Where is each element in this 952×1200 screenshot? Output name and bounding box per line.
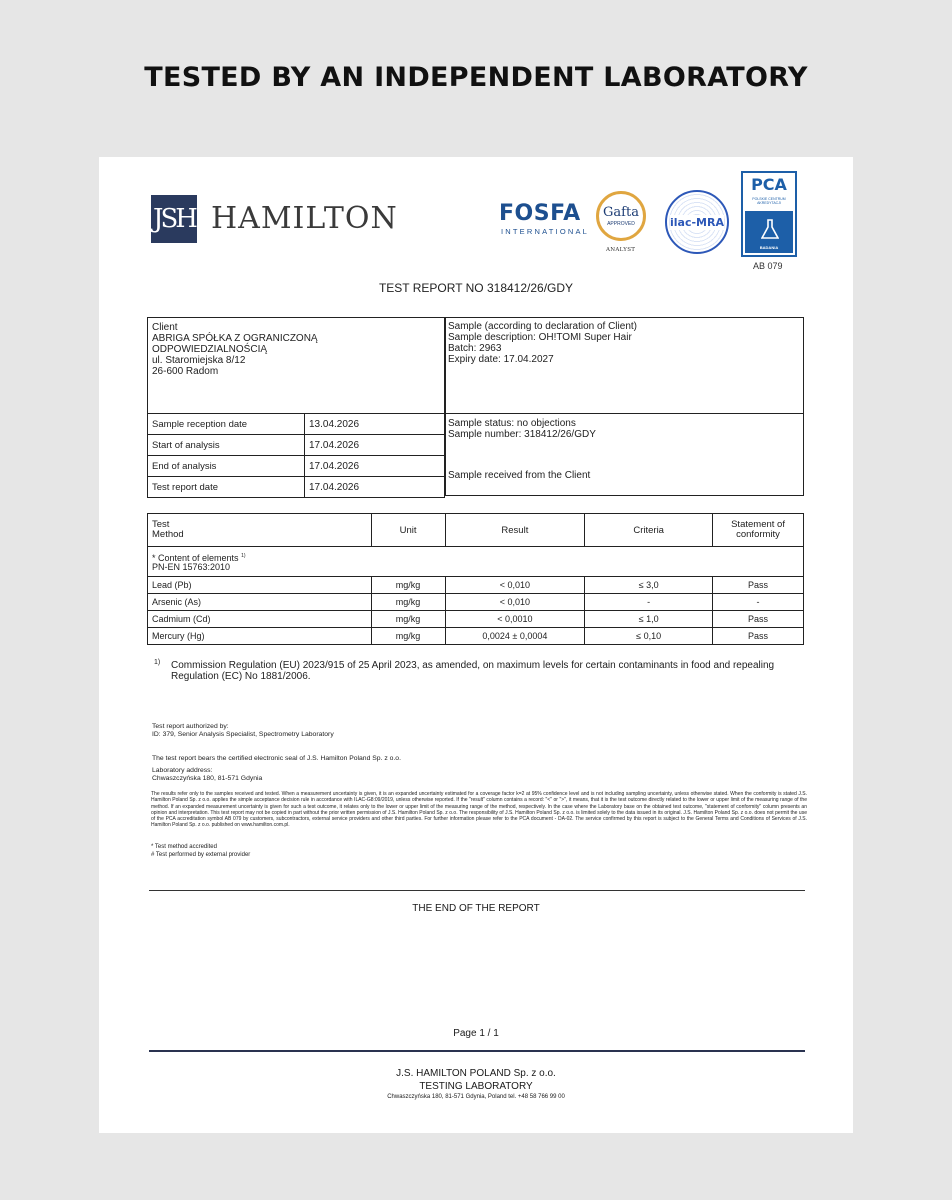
date-row xyxy=(147,477,445,498)
gafta-logo-text: Gafta xyxy=(603,205,639,220)
cell-unit: mg/kg xyxy=(371,594,445,611)
ilac-mra-logo xyxy=(665,190,729,254)
date-label: Test report date xyxy=(152,482,219,493)
header-statement: Statement of conformity xyxy=(713,514,804,547)
header-criteria: Criteria xyxy=(585,514,713,547)
gafta-analyst-text: ANALYST xyxy=(606,247,636,253)
footer-lab: TESTING LABORATORY xyxy=(419,1081,533,1092)
date-label: Sample reception date xyxy=(152,419,248,430)
sample-number: Sample number: 318412/26/GDY xyxy=(448,429,596,440)
sample-status-box xyxy=(445,413,804,496)
sample-label: Sample (according to declaration of Client) xyxy=(448,321,637,332)
legend-accredited: * Test method accredited xyxy=(151,844,217,850)
gafta-logo xyxy=(596,191,646,241)
footnote-number: 1) xyxy=(154,659,161,666)
sample-expiry: Expiry date: 17.04.2027 xyxy=(448,354,554,365)
table-row xyxy=(148,628,804,645)
gafta-approved-text: APPROVED xyxy=(607,221,635,227)
sample-received: Sample received from the Client xyxy=(448,470,591,481)
date-label: Start of analysis xyxy=(152,440,220,451)
end-of-report: THE END OF THE REPORT xyxy=(412,903,540,914)
lab-address-label: Laboratory address: xyxy=(152,767,213,774)
fosfa-logo-subtitle: INTERNATIONAL xyxy=(501,227,590,236)
fosfa-logo: FOSFA xyxy=(499,201,581,226)
client-street: ul. Staromiejska 8/12 xyxy=(152,355,246,366)
client-name-line2: ODPOWIEDZIALNOŚCIĄ xyxy=(152,344,268,355)
divider xyxy=(149,890,805,891)
flask-icon xyxy=(761,219,779,241)
sample-description: Sample description: OH!TOMI Super Hair xyxy=(448,332,632,343)
pca-accreditation-logo xyxy=(741,171,797,257)
footnote-text: Commission Regulation (EU) 2023/915 of 25 April 2023, as amended, on maximum levels for certain contaminants in food and repealing Regulation (EC) No 1881/2006. xyxy=(171,660,775,682)
date-row xyxy=(147,435,445,456)
sample-status: Sample status: no objections xyxy=(448,418,576,429)
cell-statement: - xyxy=(713,594,804,611)
hamilton-logo-mark: JSH xyxy=(151,195,197,243)
sample-batch: Batch: 2963 xyxy=(448,343,502,354)
date-row xyxy=(147,414,445,435)
client-label: Client xyxy=(152,322,178,333)
hamilton-logo-name: HAMILTON xyxy=(211,201,398,236)
date-label: End of analysis xyxy=(152,461,217,472)
cell-test: Cadmium (Cd) xyxy=(148,611,372,628)
sample-box xyxy=(445,317,804,414)
pca-logo-subtitle: POLSKIE CENTRUM AKREDYTACJI xyxy=(752,197,786,205)
cell-criteria: ≤ 0,10 xyxy=(585,628,713,645)
cell-criteria: - xyxy=(585,594,713,611)
cell-result: < 0,0010 xyxy=(445,611,585,628)
cell-unit: mg/kg xyxy=(371,611,445,628)
cell-test: Lead (Pb) xyxy=(148,577,372,594)
client-box xyxy=(147,317,445,414)
cell-statement: Pass xyxy=(713,628,804,645)
cell-unit: mg/kg xyxy=(371,628,445,645)
date-value: 13.04.2026 xyxy=(309,419,360,430)
pca-badge xyxy=(745,211,793,253)
authorized-by: ID: 379, Senior Analysis Specialist, Spectrometry Laboratory xyxy=(152,731,334,738)
results-table xyxy=(147,513,804,645)
test-report-document xyxy=(99,157,853,1133)
client-city: 26-600 Radom xyxy=(152,366,219,377)
header-unit: Unit xyxy=(371,514,445,547)
cell-criteria: ≤ 3,0 xyxy=(585,577,713,594)
cell-unit: mg/kg xyxy=(371,577,445,594)
date-value: 17.04.2026 xyxy=(309,461,360,472)
table-row xyxy=(148,611,804,628)
pca-badge-text: BADANIA xyxy=(759,245,779,250)
table-row xyxy=(148,577,804,594)
accreditation-number: AB 079 xyxy=(753,261,783,271)
legend-external: # Test performed by external provider xyxy=(151,852,251,858)
table-header-row xyxy=(148,514,804,547)
electronic-seal-note: The test report bears the certified electronic seal of J.S. Hamilton Poland Sp. z o.o. xyxy=(152,755,401,762)
group-label: * Content of elements $^{1)}$ PN-EN 15763:2010 xyxy=(148,547,804,577)
disclaimer-text: The results refer only to the samples received and tested. When a measurement uncertainty is given, it is an expanded uncertainty estimated for a coverage factor k=2 at 95% confidence level and is not including sampling uncertainty, unless otherwise stated. When the conformity is stated J.S. Hamilton Poland Sp. z o.o. applies the simple acceptance decision rule in accordance with ILAC-G8:09/2019, unless otherwise reported. If the "result" column contains a record: "<" or ">", it means, that it is the test outcome directly related to the lower or upper limit of the measuring range of the method. If an expanded measurement uncertainty is given for such a test outcome, it relates only to the lower or upper limit of the measuring range of the method, respectively. In the case where the Laboratory base on the obtained test outcome, "statement of conformity" column presents an opinion and interpretation. This test report may not be copied in part without the prior written permission of J.S. Hamilton Poland Sp. z o.o. The responsibility of J.S. Hamilton Poland Sp. z o.o. is limited solely to the data issued in its original. J.S. Hamilton Poland Sp. z o.o. does not permit the use of the PCA accreditation symbol AB 079 by customers, subcontractors, external service providers and other third parties. For further information please refer to the PCA document - DA-02. The service confirmed by this report is subject to the General Terms and Conditions of Services of J.S. Hamilton Poland Sp. z o.o. published on www.hamilton.com.pl. xyxy=(151,791,807,829)
cell-statement: Pass xyxy=(713,611,804,628)
pca-logo-text: PCA xyxy=(751,175,787,194)
footer-address: Chwaszczyńska 180, 81-571 Gdynia, Poland tel. +48 58 766 99 00 xyxy=(387,1094,565,1100)
cell-result: 0,0024 ± 0,0004 xyxy=(445,628,585,645)
cell-result: < 0,010 xyxy=(445,594,585,611)
header-test-method: Test Method xyxy=(148,514,372,547)
ilac-mra-text: ilac-MRA xyxy=(670,215,724,229)
table-row xyxy=(148,594,804,611)
header-result: Result xyxy=(445,514,585,547)
report-title: TEST REPORT NO 318412/26/GDY xyxy=(378,281,574,295)
cell-result: < 0,010 xyxy=(445,577,585,594)
date-value: 17.04.2026 xyxy=(309,482,360,493)
table-group-row xyxy=(148,547,804,577)
cell-statement: Pass xyxy=(713,577,804,594)
cell-criteria: ≤ 1,0 xyxy=(585,611,713,628)
authorized-label: Test report authorized by: xyxy=(152,723,229,730)
footer-divider xyxy=(149,1050,805,1052)
date-row xyxy=(147,456,445,477)
cell-test: Mercury (Hg) xyxy=(148,628,372,645)
footer-company: J.S. HAMILTON POLAND Sp. z o.o. xyxy=(396,1068,556,1079)
date-value: 17.04.2026 xyxy=(309,440,360,451)
page-number: Page 1 / 1 xyxy=(453,1028,499,1039)
cell-test: Arsenic (As) xyxy=(148,594,372,611)
client-name-line1: ABRIGA SPÓŁKA Z OGRANICZONĄ xyxy=(152,333,318,344)
lab-address: Chwaszczyńska 180, 81-571 Gdynia xyxy=(152,775,263,782)
banner-heading: TESTED BY AN INDEPENDENT LABORATORY xyxy=(144,62,808,93)
